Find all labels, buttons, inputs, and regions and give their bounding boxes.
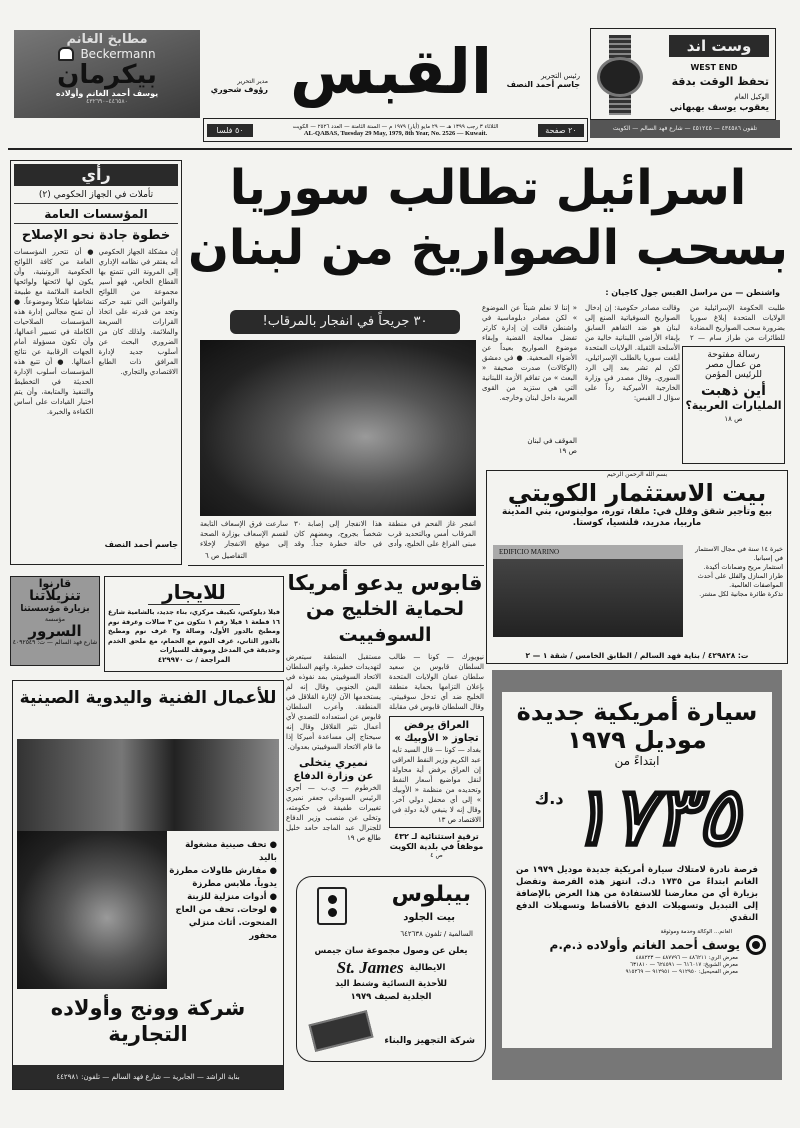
- agent-name: يوسف أحمد الغانم وأولاده ذ.م.م: [549, 938, 740, 952]
- story-headline: عن وزارة الدفاع: [293, 771, 374, 782]
- for-rent-ad[interactable]: [104, 576, 284, 672]
- lead-headline-line-2: بسحب الصواريخ من لبنان: [187, 220, 789, 276]
- ad-text: فيلا ديلوكس، تكييف مركزي، بناء جديد، بالشامية شارع ١٦ قطعة ١ فيلا رقم ١ تتكون من ٣ صالات وغرفة نوم ومطبخ بالدور الأول، وصالة و٣ غرف نوم ومطبخ بالدور الثاني، غرف النوم مع الحمام، مع ملحق الخدم وحديقة في المدخل وموقف للسيارات: [108, 608, 280, 654]
- qabus-story: [286, 570, 484, 870]
- ad-line: للأحذية النسائية وشنط اليد: [335, 979, 447, 989]
- showroom-photo: [17, 739, 279, 831]
- ad-point: استثمار مريح وضمانات أكيدة.: [703, 563, 783, 571]
- american-car-ad[interactable]: [492, 670, 782, 1080]
- agent-label: الغانم... الوكالة وخدمة وموثوقة: [660, 929, 732, 935]
- ad-item: ● لوحات. تحف من العاج المنحوت. أثاث منزلي محفور: [167, 904, 277, 943]
- photo-caption-banner: ٣٠ جريحاً في انفجار بالمرقاب!: [230, 310, 460, 334]
- brand-latin: Beckermann: [80, 47, 156, 61]
- company-name: شركة وونج وأولاده التجارية: [50, 996, 246, 1046]
- opinion-author: جاسم أحمد النصف: [104, 540, 178, 549]
- ad-title: سيارة أمريكية جديدة: [516, 698, 758, 726]
- ad-title: بيبلوس: [391, 882, 471, 907]
- promo-story: [389, 832, 484, 860]
- ad-contact: بناية الراشد — الجابرية — شارع فهد السالم — تلفون: ٤٤٢٩٨١: [13, 1065, 283, 1089]
- story-jump[interactable]: الاقتصاد ص ١٣: [437, 816, 481, 824]
- lead-jump: الموقف في لبنان: [527, 437, 577, 445]
- open-letter-line: المليارات العربية؟: [685, 399, 782, 412]
- vase-photo: [17, 831, 167, 989]
- byblos-logo-icon: [317, 887, 347, 925]
- story-jump[interactable]: طالع ص ١٩: [346, 834, 381, 842]
- nimeiri-story: [286, 756, 381, 843]
- open-letter-line: من عمال مصر: [706, 360, 761, 370]
- opinion-column-text-1: إن مشكلة الجهاز الحكومي أنه يفتقر في نظامه الإداري إلى المرونة التي تتمتع بها القطاع الخاص، فهو أسير مجموعة من اللوائح والقوانين التي تقيد حركته وتحد من قدرته على اتخاذ القرارات السريعة والملائمة. ولذلك كان من الضروري البحث عن أسلوب جديد لإدارة المرافق ذات الطابع الاقتصادي والتجاري.: [98, 248, 178, 376]
- lead-text-col-c: « إننا لا نعلم شيئاً عن الموضوع » لكن مصادر دبلوماسية في واشنطن قالت إن إدارة كارتر تفضل معالجة القضية وإبقاء موضوع الصواريخ بعيداً عن الأضواء الصحفية. ● في دمشق (الوكالات) صدرت صحيفة « البعث » من تفاقم الأزمة اللبنانية التي هي ستزيد من القوى العربية داخل لبنان وخارجه.: [482, 304, 577, 402]
- newspaper-logo: القبس: [290, 35, 493, 108]
- ad-line: بزيارة مؤسستنا: [20, 604, 90, 614]
- open-letter-line: أين ذهبت: [701, 383, 766, 399]
- ad-title: للايجار: [148, 580, 240, 605]
- editor-in-chief-label: رئيس التحرير: [541, 72, 580, 80]
- ad-contact: المراجعة / ت ٤٢٩٩٧٠: [157, 655, 231, 664]
- ad-text: فرصة نادرة لامتلاك سيارة أمريكية جديدة موديل ١٩٧٩ من الغانم ابتداءً من ١٧٣٥ د.ك. انتهز هذه الفرصة وتفضل بزيارة أي من معارضنا للاستفادة من هذا العرض بالإضافة إلى التبديل وتسهيلات الدفع بالأقساط وتسهيلات الدفع النقدي: [516, 865, 758, 923]
- story-jump[interactable]: ص ٤: [430, 852, 443, 859]
- kuwait-investment-ad[interactable]: [486, 470, 788, 664]
- ad-item: ● تحف صينية مشغولة باليد: [167, 839, 277, 865]
- open-letter-page: ص ١٨: [724, 415, 743, 423]
- managing-editor-label: مدير التحرير: [237, 78, 268, 85]
- ad-line: قارنوا: [38, 577, 72, 590]
- brand-latin: St. James: [336, 958, 404, 977]
- photo-story-jump[interactable]: التفاصيل ص ٦: [205, 552, 247, 560]
- phone-line: معرض الري: ٤٨٦٢١١ — ٤٨٧٧٩٦ — ٤٨٨٢٢٣: [635, 955, 738, 961]
- qabus-headline: [286, 570, 484, 648]
- brand-arabic: وست اند: [669, 35, 769, 57]
- ad-item: ● مفارش طاولات مطرزة يدوياً. ملابس مطرزة: [167, 865, 277, 891]
- opinion-column: [10, 160, 182, 565]
- ad-contact: شارع فهد السالم — ت: ٤٠٩٢٥٤٩: [12, 639, 98, 646]
- opinion-title: المؤسسات العامة: [14, 207, 178, 224]
- ad-subtitle: بيت الجلود: [403, 912, 455, 923]
- ad-item: ● أدوات منزلية للزينة: [167, 891, 277, 904]
- explosion-photo: [200, 340, 476, 516]
- open-letter-line: رسالة مفتوحة: [707, 350, 760, 360]
- west-end-contact: تلفون ٤٣٤٥٨٦ — ٤٥١٢٤٥ — شارع فهد السالم — الكويت: [590, 120, 780, 138]
- handbag-photo: [309, 1010, 374, 1052]
- byblos-ad[interactable]: [296, 876, 486, 1062]
- ad-point: طراز المنازل والفلل على أحدث المواصفات العالمية.: [697, 572, 783, 589]
- agent-label: الوكيل العام: [734, 93, 769, 101]
- story-headline: العراق يرفض: [403, 720, 470, 731]
- lead-headline-line-1: اسرائيل تطالب سوريا: [229, 160, 747, 216]
- building-photo: [493, 545, 683, 637]
- story-headline: تجاوز « الأوبيك »: [394, 733, 479, 744]
- date-english: AL-QABAS, Tuesday 29 May, 1979, 8th Year, No. 2526 — Kuwait.: [303, 129, 488, 137]
- carnation-sale-ad[interactable]: [10, 576, 100, 666]
- brand-arabic: بيكرمان: [57, 60, 157, 90]
- lead-text-col-a: طلبت الحكومة الإسرائيلية من الولايات المتحدة إبلاغ سوريا بضرورة سحب الصواريخ المضادة للطائرات من طراز سام — ٢: [690, 304, 785, 342]
- date-bar: [203, 118, 588, 142]
- ad-line: الايطالية: [409, 963, 446, 973]
- currency: د.ك: [534, 789, 564, 808]
- qabus-headline-line-2: لحماية الخليج من السوفييت: [306, 598, 464, 646]
- chef-hat-icon: [58, 47, 74, 61]
- alghanim-logo-icon: [746, 935, 766, 955]
- watch-icon: [595, 35, 645, 115]
- ad-headline: مطابخ الغانم: [66, 32, 148, 47]
- ad-from: ابتداءً من: [614, 754, 660, 768]
- date-arabic: الثلاثاء ٣ رجب ١٣٩٩ هـ — ٢٩ مايو (أيار) ١٩٧٩ م — السنة الثامنة — العدد ٢٥٢٦ — الكويت: [292, 123, 499, 130]
- qabus-text-col-b: مستقبل المنطقة سيتعرض لتهديدات خطيرة. واتهم السلطان الاتحاد السوفييتي بمد نفوذه في اليمن الجنوبي وقال إنه لم يستخدمها الآن لإثارة القلاقل في المنطقة. وأعرب السلطان قابوس عن استعداده للتصدي لأي أعمال تثير القلاقل وقال إنه سيحتاج إلى مساعدة أميركا إذا ما قام الاتحاد السوفييتي بعدوان.: [286, 653, 381, 751]
- phone-line: معرض الفحيحيل: ٩١٢٩٥٠ — ٩١٢٩٥١ — ٩١٥٢٦٩: [625, 969, 738, 975]
- price: ١٧٣٥: [567, 770, 740, 863]
- opinion-subtitle: خطوة جادة نحو الإصلاح: [21, 228, 171, 243]
- brand-latin: WEST END: [690, 63, 738, 72]
- price-badge: ٥٠ فلسا: [207, 124, 253, 137]
- open-letter-line: للرئيس المؤمن: [704, 370, 762, 380]
- chinese-arts-ad[interactable]: [12, 680, 284, 1090]
- story-headline: موظفاً في بلدية الكويت: [389, 842, 484, 851]
- ad-title: للأعمال الفنية واليدوية الصينية: [13, 681, 283, 715]
- story-text: الخرطوم — ي.ب — أجرى الرئيس السوداني جعفر نميري تغييرات طفيفة في حكومته، وتخلى عن منصب وزير الدفاع للجنرال عبد الماجد حامد خليل: [286, 784, 381, 832]
- open-letter-box[interactable]: [682, 346, 785, 464]
- ad-point: تذكرة طائرة مجانية لكل مشتر.: [699, 590, 783, 598]
- ad-contact: السالمية / تلفون ٦٤٢٦٣٨: [400, 930, 473, 938]
- opinion-label: رأي: [14, 164, 178, 186]
- pages-badge: ٢٠ صفحة: [538, 124, 584, 137]
- editor-in-chief: جاسم أحمد النصف: [506, 80, 580, 89]
- company-name: شركة التجهيز والبناء: [384, 1036, 475, 1046]
- lead-jump-page[interactable]: ص ١٩: [558, 447, 577, 455]
- qabus-headline-line-1: قابوس يدعو أمريكا: [287, 571, 483, 595]
- agent: يعقوب يوسف بهبهاني: [669, 103, 769, 113]
- photo-story-text: انفجر غاز الفحم في منطقة المرقاب أمس وبالتحديد قرب مبنى الفراغ على الخليج، وأدى هذا الانفجار إلى إصابة ٣٠ شخصاً بجروح، وبعضهم كان في حالة خطرة جداً. وقد سارعت فرق الإسعاف التابعة لقسم الإسعاف بوزارة الصحة إلى موقع الانفجار لإخلاء: [200, 520, 476, 548]
- ad-line: يعلن عن وصول مجموعة سان جيمس: [314, 946, 468, 956]
- story-headline: ترقية استثنائية لـ ٤٣٢: [394, 832, 479, 841]
- ad-model: موديل ١٩٧٩: [567, 726, 707, 754]
- ad-line: بيع وتأجير شقق وفلل في: ملقا، توره، مولينوس، بني المدينة: [502, 507, 772, 517]
- lead-headline: [186, 158, 790, 278]
- basmala: بسم الله الرحمن الرحيم: [606, 471, 668, 478]
- ad-line: الجلدية لصيف ١٩٧٩: [350, 992, 432, 1002]
- lead-text-col-b: وقالت مصادر حكومية: إن إدخال الصواريخ السوفياتية الصنع إلى لبنان هو ضد التفاهم السابق بإبقاء الأراضي اللبنانية خالية من الأسلحة الثقيلة. الولايات المتحدة أبلغت سوريا بالطلب الإسرائيلي، لكن لم تشر بعد إلى الرد السوري. وقال مصدر في وزارة الخارجية الأميركية رداً على سؤال لـ القبس:: [585, 304, 680, 402]
- ad-agent: يوسف أحمد الغانم وأولاده: [55, 89, 159, 98]
- ad-contact: ت: ٤٢٩٨٢٨ / بناية فهد السالم / الطابق الخامس / شقة ١ — ٢: [525, 651, 749, 660]
- photo-label: EDIFICIO MARINO: [499, 548, 560, 556]
- ad-line: السرور: [28, 622, 82, 640]
- opinion-series: تأملات في الجهاز الحكومي (٢): [14, 190, 178, 204]
- story-headline: نميري يتخلى: [299, 756, 368, 769]
- west-end-ad[interactable]: [590, 28, 776, 120]
- ad-line: مؤسسة: [45, 616, 65, 623]
- lead-byline: واشنطن — من مراسل القبس جول كاجيان :: [605, 288, 780, 297]
- beckermann-ad[interactable]: [14, 30, 200, 118]
- slogan: تحفظ الوقت بدقة: [671, 75, 769, 88]
- ad-point: خبرة ١٤ سنة في مجال الاستثمار في إسبانيا.: [695, 545, 783, 562]
- ad-line: تنزيلاتنا: [29, 588, 81, 604]
- opinion-column-text-2: ● أن تتحرر المؤسسات العامة من كافة اللوائح الحكومية الروتينية، وأن يكون لها لائحتها ولوائحها الخاصة الملائمة مع طبيعة نشاطها شكلاً وموضوعاً. ● أن تمنح مجالس إدارة هذه المؤسسات الصلاحيات الكاملة في تسيير أعمالها، وأن تكون مسؤولة أمام الجهات الرقابية عن نتائج أعمالها. ● أن تتبع هذه المؤسسات أسلوب الإدارة الحديثة في التخطيط والتنفيذ والمتابعة، وأن يتم اختيار القيادات على أساس الكفاءة والخبرة.: [14, 248, 94, 416]
- story-text: بغداد — كونا — قال السيد تايه عبد الكريم وزير النفط العراقي إن العراق يرفض أية محاولة لنقل مواضيع أسعار النفط وتحديده من منظمة « الأوبيك » إلى أي محفل دولي آخر. وقال إنه لا ينبغي لأية دولة في: [392, 746, 481, 814]
- iraq-opec-story: [389, 716, 484, 828]
- qabus-text-col-a: نيويورك — كونا — طالب السلطان قابوس بن سعيد سلطان عمان الولايات المتحدة بإعلان التزامها بحماية منطقة الخليج ضد أي تدخل سوفييتي. وقال السلطان قابوس في مقابلة: [389, 653, 484, 711]
- phone-line: معرض الشويخ: ٦١٦٠١٧ — ٦٢٤٥٩١ — ٦٣١٨١٠: [630, 962, 738, 968]
- managing-editor: رؤوف شحوري: [210, 85, 268, 94]
- ad-title: بيت الاستثمار الكويتي: [507, 479, 767, 507]
- ad-phone: ٤٤٦٥٨٠–٤٣٢٦٩٠: [86, 98, 128, 105]
- ad-line: ماربيا، مدريد، فلنسيا، كوستا.: [572, 518, 702, 528]
